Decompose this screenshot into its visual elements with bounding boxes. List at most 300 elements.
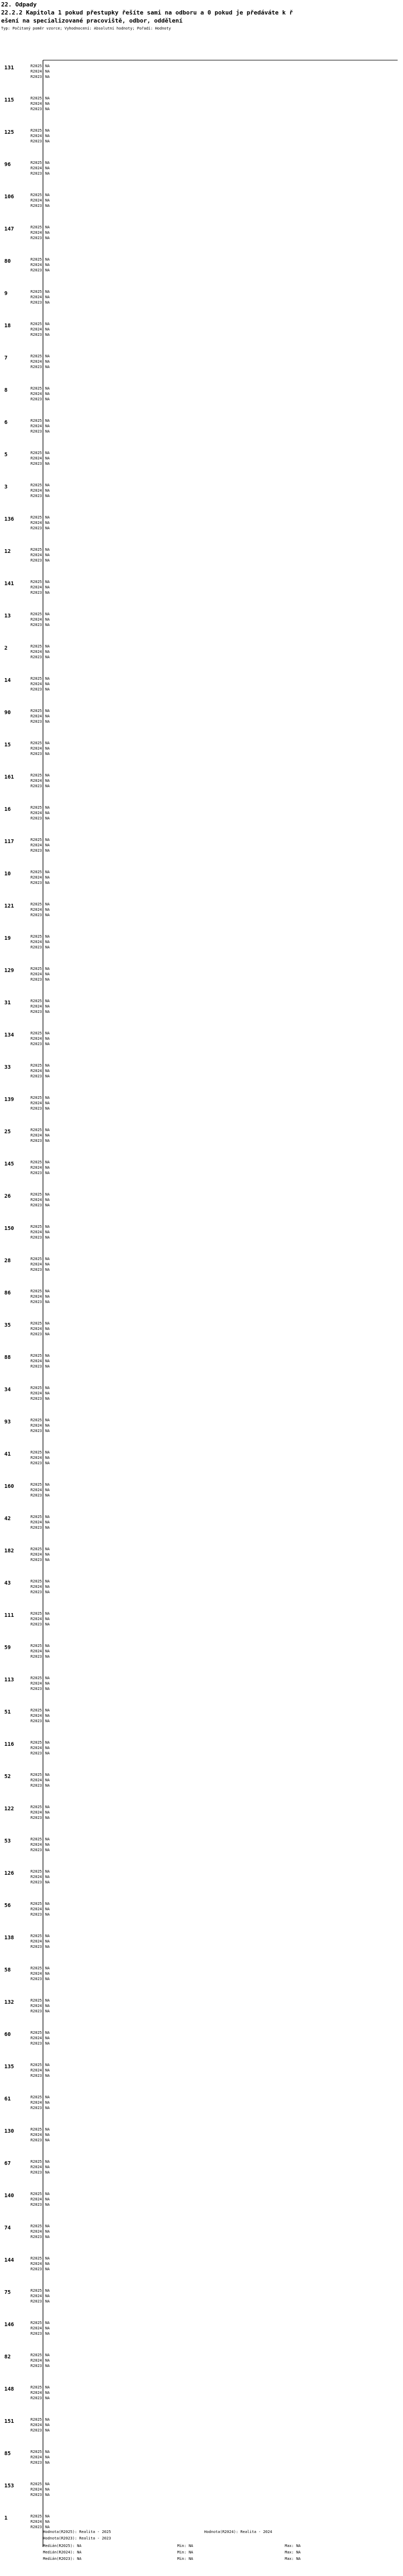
series-row-label: R2024 <box>30 2197 42 2201</box>
bar-value-label: NA <box>45 784 50 788</box>
bar-value-label: NA <box>45 687 50 692</box>
bar-value-label: NA <box>45 1971 50 1976</box>
series-row-label: R2025 <box>30 2417 42 2422</box>
series-row-label: R2024 <box>30 2326 42 2330</box>
bar-value-label: NA <box>45 1289 50 1293</box>
bar-value-label: NA <box>45 1139 50 1143</box>
bar-value-label: NA <box>45 225 50 229</box>
series-row-label: R2024 <box>30 1359 42 1363</box>
series-row-label: R2023 <box>30 1880 42 1884</box>
bar-value-label: NA <box>45 295 50 299</box>
category-label: 129 <box>4 968 15 974</box>
series-row-label: R2023 <box>30 1945 42 1949</box>
series-row-label: R2025 <box>30 2450 42 2454</box>
series-row-label: R2023 <box>30 2009 42 2013</box>
category-label: 7 <box>4 355 8 361</box>
bar-value-label: NA <box>45 1461 50 1465</box>
series-row-label: R2025 <box>30 967 42 971</box>
bar-value-label: NA <box>45 1262 50 1267</box>
series-row-label: R2025 <box>30 580 42 584</box>
series-row-label: R2024 <box>30 1165 42 1170</box>
series-row-label: R2024 <box>30 424 42 428</box>
bar-value-label: NA <box>45 1332 50 1336</box>
bar-value-label: NA <box>45 650 50 654</box>
bar-value-label: NA <box>45 881 50 885</box>
series-row-label: R2024 <box>30 1198 42 1202</box>
series-row-label: R2023 <box>30 2299 42 2304</box>
bar-value-label: NA <box>45 1456 50 1460</box>
series-row-label: R2023 <box>30 687 42 692</box>
series-row-label: R2023 <box>30 1783 42 1788</box>
bar-value-label: NA <box>45 429 50 434</box>
bar-value-label: NA <box>45 2450 50 2454</box>
bar-value-label: NA <box>45 1171 50 1175</box>
series-row-label: R2024 <box>30 1456 42 1460</box>
series-row-label: R2025 <box>30 612 42 616</box>
series-row-label: R2024 <box>30 714 42 718</box>
bar-value-label: NA <box>45 1622 50 1627</box>
series-row-label: R2025 <box>30 515 42 520</box>
category-label: 2 <box>4 645 8 651</box>
series-row-label: R2023 <box>30 1171 42 1175</box>
series-row-label: R2023 <box>30 236 42 240</box>
bar-value-label: NA <box>45 1364 50 1369</box>
series-row-label: R2023 <box>30 2138 42 2142</box>
bar-value-label: NA <box>45 521 50 525</box>
series-row-label: R2024 <box>30 1327 42 1331</box>
series-row-label: R2024 <box>30 2068 42 2073</box>
bar-value-label: NA <box>45 134 50 138</box>
category-label: 86 <box>4 1290 11 1296</box>
bar-value-label: NA <box>45 1740 50 1745</box>
bar-value-label: NA <box>45 1300 50 1304</box>
series-row-label: R2024 <box>30 2391 42 2395</box>
bar-value-label: NA <box>45 580 50 584</box>
bar-value-label: NA <box>45 161 50 165</box>
page-title: 22. Odpady <box>1 1 37 8</box>
series-row-label: R2025 <box>30 1805 42 1809</box>
series-row-label: R2023 <box>30 945 42 949</box>
bar-value-label: NA <box>45 2385 50 2390</box>
series-row-label: R2023 <box>30 75 42 79</box>
bar-value-label: NA <box>45 838 50 842</box>
series-row-label: R2024 <box>30 617 42 622</box>
series-row-label: R2023 <box>30 2106 42 2110</box>
category-label: 122 <box>4 1806 15 1812</box>
bar-value-label: NA <box>45 1165 50 1170</box>
series-row-label: R2024 <box>30 2455 42 2459</box>
category-label: 85 <box>4 2451 11 2457</box>
bar-value-label: NA <box>45 2165 50 2169</box>
bar-value-label: NA <box>45 1004 50 1009</box>
series-row-label: R2023 <box>30 1912 42 1917</box>
bar-value-label: NA <box>45 257 50 262</box>
bar-value-label: NA <box>45 558 50 563</box>
series-row-label: R2023 <box>30 462 42 466</box>
stat-min-r2025: Min: NA <box>177 2544 193 2548</box>
bar-value-label: NA <box>45 902 50 906</box>
series-row-label: R2023 <box>30 591 42 595</box>
category-label: 34 <box>4 1387 11 1393</box>
category-label: 19 <box>4 936 11 941</box>
bar-value-label: NA <box>45 2095 50 2099</box>
category-label: 132 <box>4 1999 15 2005</box>
series-row-label: R2023 <box>30 1493 42 1498</box>
series-row-label: R2023 <box>30 655 42 659</box>
legend-entry-r2024: Hodnota(R2024): Realita - 2024 <box>204 2530 272 2534</box>
bar-value-label: NA <box>45 1810 50 1815</box>
bar-value-label: NA <box>45 333 50 337</box>
series-row-label: R2025 <box>30 161 42 165</box>
series-row-label: R2024 <box>30 1230 42 1234</box>
series-row-label: R2023 <box>30 2428 42 2433</box>
category-label: 67 <box>4 2161 11 2167</box>
bar-value-label: NA <box>45 2514 50 2519</box>
bar-value-label: NA <box>45 848 50 853</box>
bar-value-label: NA <box>45 526 50 530</box>
series-row-label: R2025 <box>30 709 42 713</box>
bar-value-label: NA <box>45 1063 50 1068</box>
category-label: 33 <box>4 1064 11 1070</box>
series-row-label: R2025 <box>30 999 42 1003</box>
category-label: 121 <box>4 903 15 909</box>
series-row-label: R2023 <box>30 1816 42 1820</box>
series-row-label: R2025 <box>30 1869 42 1874</box>
category-label: 136 <box>4 516 15 522</box>
category-label: 43 <box>4 1580 11 1586</box>
bar-value-label: NA <box>45 236 50 240</box>
series-row-label: R2023 <box>30 1719 42 1723</box>
series-row-label: R2025 <box>30 1676 42 1680</box>
bar-value-label: NA <box>45 451 50 455</box>
bar-value-label: NA <box>45 102 50 106</box>
bar-value-label: NA <box>45 2063 50 2067</box>
category-label: 115 <box>4 97 15 103</box>
series-row-label: R2023 <box>30 1751 42 1755</box>
series-row-label: R2024 <box>30 1585 42 1589</box>
category-label: 60 <box>4 2032 11 2038</box>
series-row-label: R2024 <box>30 1617 42 1621</box>
bar-value-label: NA <box>45 1552 50 1557</box>
bar-value-label: NA <box>45 2455 50 2459</box>
series-row-label: R2024 <box>30 69 42 74</box>
series-row-label: R2023 <box>30 1848 42 1852</box>
bar-value-label: NA <box>45 2358 50 2363</box>
bar-value-label: NA <box>45 1875 50 1879</box>
bar-value-label: NA <box>45 2106 50 2110</box>
bar-value-label: NA <box>45 2289 50 2293</box>
bar-value-label: NA <box>45 1751 50 1755</box>
series-row-label: R2025 <box>30 934 42 939</box>
series-row-label: R2024 <box>30 1778 42 1782</box>
bar-value-label: NA <box>45 2170 50 2175</box>
bar-value-label: NA <box>45 2482 50 2486</box>
bar-value-label: NA <box>45 2262 50 2266</box>
bar-value-label: NA <box>45 1160 50 1164</box>
bar-value-label: NA <box>45 354 50 358</box>
category-label: 151 <box>4 2419 15 2424</box>
series-row-label: R2025 <box>30 1289 42 1293</box>
series-row-label: R2025 <box>30 1225 42 1229</box>
bar-value-label: NA <box>45 779 50 783</box>
category-label: 3 <box>4 484 8 490</box>
series-row-label: R2023 <box>30 784 42 788</box>
series-row-label: R2023 <box>30 1429 42 1433</box>
bar-value-label: NA <box>45 1225 50 1229</box>
series-row-label: R2024 <box>30 2487 42 2492</box>
series-row-label: R2024 <box>30 327 42 332</box>
series-row-label: R2023 <box>30 1074 42 1078</box>
series-row-label: R2024 <box>30 1746 42 1750</box>
bar-value-label: NA <box>45 2332 50 2336</box>
series-row-label: R2024 <box>30 359 42 364</box>
bar-value-label: NA <box>45 488 50 493</box>
category-label: 148 <box>4 2386 15 2392</box>
series-row-label: R2025 <box>30 902 42 906</box>
bar-value-label: NA <box>45 193 50 197</box>
series-row-label: R2023 <box>30 300 42 305</box>
bar-value-label: NA <box>45 300 50 305</box>
bar-value-label: NA <box>45 2041 50 2046</box>
category-label: 51 <box>4 1709 11 1715</box>
bar-value-label: NA <box>45 875 50 880</box>
bar-value-label: NA <box>45 2364 50 2368</box>
bar-value-label: NA <box>45 2192 50 2196</box>
category-label: 31 <box>4 1000 11 1006</box>
bar-value-label: NA <box>45 494 50 498</box>
series-row-label: R2025 <box>30 2256 42 2261</box>
series-row-label: R2025 <box>30 128 42 133</box>
series-row-label: R2024 <box>30 1552 42 1557</box>
stat-median-r2025: Medián(R2025): NA <box>43 2544 82 2548</box>
series-row-label: R2023 <box>30 1139 42 1143</box>
bar-value-label: NA <box>45 1617 50 1621</box>
bar-value-label: NA <box>45 843 50 847</box>
category-label: 9 <box>4 291 8 297</box>
series-row-label: R2023 <box>30 913 42 917</box>
series-row-label: R2024 <box>30 102 42 106</box>
bar-value-label: NA <box>45 585 50 589</box>
bar-value-label: NA <box>45 1037 50 1041</box>
bar-value-label: NA <box>45 2160 50 2164</box>
series-row-label: R2024 <box>30 940 42 944</box>
bar-value-label: NA <box>45 719 50 724</box>
series-row-label: R2024 <box>30 746 42 751</box>
category-label: 35 <box>4 1322 11 1328</box>
bar-value-label: NA <box>45 2321 50 2325</box>
series-row-label: R2024 <box>30 1488 42 1492</box>
series-row-label: R2025 <box>30 483 42 487</box>
series-row-label: R2025 <box>30 2063 42 2067</box>
series-row-label: R2025 <box>30 1579 42 1584</box>
bar-value-label: NA <box>45 1074 50 1078</box>
bar-value-label: NA <box>45 1714 50 1718</box>
bar-value-label: NA <box>45 2525 50 2529</box>
series-row-label: R2024 <box>30 682 42 686</box>
stat-max-r2023: Max: NA <box>285 2557 301 2561</box>
category-label: 131 <box>4 65 15 71</box>
series-row-label: R2024 <box>30 198 42 203</box>
series-row-label: R2023 <box>30 171 42 176</box>
bar-value-label: NA <box>45 1939 50 1944</box>
bar-value-label: NA <box>45 327 50 332</box>
bar-value-label: NA <box>45 1488 50 1492</box>
series-row-label: R2023 <box>30 848 42 853</box>
legend-entry-r2023: Hodnota(R2023): Realita - 2023 <box>43 2536 111 2541</box>
series-row-label: R2024 <box>30 2004 42 2008</box>
bar-value-label: NA <box>45 1869 50 1874</box>
series-row-label: R2025 <box>30 1096 42 1100</box>
bar-value-label: NA <box>45 1096 50 1100</box>
bar-value-label: NA <box>45 2520 50 2524</box>
bar-value-label: NA <box>45 1843 50 1847</box>
bar-value-label: NA <box>45 2068 50 2073</box>
bar-value-label: NA <box>45 386 50 391</box>
series-row-label: R2023 <box>30 2493 42 2497</box>
category-label: 74 <box>4 2225 11 2231</box>
series-row-label: R2023 <box>30 2235 42 2239</box>
series-row-label: R2023 <box>30 1300 42 1304</box>
bar-value-label: NA <box>45 1294 50 1299</box>
category-label: 59 <box>4 1645 11 1651</box>
series-row-label: R2025 <box>30 1966 42 1970</box>
series-row-label: R2024 <box>30 456 42 460</box>
bar-value-label: NA <box>45 397 50 401</box>
series-row-label: R2025 <box>30 354 42 358</box>
series-row-label: R2023 <box>30 623 42 627</box>
series-row-label: R2023 <box>30 2332 42 2336</box>
series-row-label: R2025 <box>30 2385 42 2390</box>
category-label: 144 <box>4 2257 15 2263</box>
series-row-label: R2025 <box>30 1740 42 1745</box>
bar-value-label: NA <box>45 231 50 235</box>
series-row-label: R2025 <box>30 1934 42 1938</box>
bar-value-label: NA <box>45 746 50 751</box>
bar-value-label: NA <box>45 128 50 133</box>
bar-value-label: NA <box>45 934 50 939</box>
category-label: 135 <box>4 2064 15 2070</box>
bar-value-label: NA <box>45 2423 50 2427</box>
series-row-label: R2023 <box>30 139 42 143</box>
category-label: 42 <box>4 1516 11 1522</box>
bar-value-label: NA <box>45 2229 50 2234</box>
series-row-label: R2024 <box>30 2262 42 2266</box>
series-row-label: R2023 <box>30 429 42 434</box>
series-row-label: R2023 <box>30 204 42 208</box>
category-label: 16 <box>4 807 11 812</box>
bar-value-label: NA <box>45 2004 50 2008</box>
series-row-label: R2025 <box>30 322 42 326</box>
bar-value-label: NA <box>45 1907 50 1911</box>
bar-value-label: NA <box>45 1966 50 1970</box>
category-label: 14 <box>4 678 11 683</box>
series-row-label: R2025 <box>30 1160 42 1164</box>
bar-value-label: NA <box>45 1192 50 1197</box>
bar-value-label: NA <box>45 1198 50 1202</box>
series-row-label: R2024 <box>30 166 42 170</box>
series-row-label: R2025 <box>30 2289 42 2293</box>
series-row-label: R2024 <box>30 2229 42 2234</box>
series-row-label: R2023 <box>30 2396 42 2400</box>
series-row-label: R2025 <box>30 1773 42 1777</box>
bar-value-label: NA <box>45 1418 50 1422</box>
series-row-label: R2023 <box>30 2170 42 2175</box>
series-row-label: R2023 <box>30 1461 42 1465</box>
series-row-label: R2023 <box>30 1526 42 1530</box>
bar-value-label: NA <box>45 967 50 971</box>
stat-min-r2023: Min: NA <box>177 2557 193 2561</box>
bar-value-label: NA <box>45 1483 50 1487</box>
series-row-label: R2024 <box>30 1262 42 1267</box>
category-label: 140 <box>4 2193 15 2199</box>
series-row-label: R2024 <box>30 295 42 299</box>
series-row-label: R2024 <box>30 488 42 493</box>
category-label: 138 <box>4 1935 15 1941</box>
bar-value-label: NA <box>45 290 50 294</box>
category-label: 160 <box>4 1484 15 1490</box>
category-label: 52 <box>4 1774 11 1780</box>
series-row-label: R2025 <box>30 2031 42 2035</box>
chart-subtitle-line2: ešení na specializované pracoviště, odbor, oddělení <box>1 17 183 24</box>
series-row-label: R2025 <box>30 1257 42 1261</box>
category-label: 90 <box>4 710 11 716</box>
series-row-label: R2025 <box>30 64 42 68</box>
stat-median-r2023: Medián(R2023): NA <box>43 2557 82 2561</box>
series-row-label: R2024 <box>30 2358 42 2363</box>
series-row-label: R2024 <box>30 134 42 138</box>
bar-value-label: NA <box>45 1708 50 1712</box>
series-row-label: R2023 <box>30 977 42 982</box>
bar-value-label: NA <box>45 1327 50 1331</box>
series-row-label: R2024 <box>30 843 42 847</box>
series-row-label: R2024 <box>30 1810 42 1815</box>
bar-value-label: NA <box>45 1526 50 1530</box>
bar-value-label: NA <box>45 1101 50 1105</box>
bar-value-label: NA <box>45 1945 50 1949</box>
series-row-label: R2024 <box>30 779 42 783</box>
bar-value-label: NA <box>45 1611 50 1616</box>
bar-value-label: NA <box>45 64 50 68</box>
series-row-label: R2023 <box>30 2460 42 2465</box>
series-row-label: R2025 <box>30 2160 42 2164</box>
category-label: 6 <box>4 420 8 426</box>
bar-value-label: NA <box>45 1687 50 1691</box>
bar-value-label: NA <box>45 1450 50 1455</box>
bar-value-label: NA <box>45 870 50 874</box>
bar-value-label: NA <box>45 1719 50 1723</box>
series-row-label: R2023 <box>30 107 42 111</box>
bar-value-label: NA <box>45 263 50 267</box>
bar-value-label: NA <box>45 456 50 460</box>
series-row-label: R2023 <box>30 1622 42 1627</box>
legend-entry-r2025: Hodnota(R2025): Realita - 2025 <box>43 2530 111 2534</box>
bar-value-label: NA <box>45 1837 50 1841</box>
category-label: 80 <box>4 258 11 264</box>
series-row-label: R2025 <box>30 1547 42 1551</box>
category-label: 15 <box>4 742 11 748</box>
category-label: 28 <box>4 1258 11 1264</box>
series-row-label: R2025 <box>30 1902 42 1906</box>
series-row-label: R2025 <box>30 2353 42 2357</box>
series-row-label: R2025 <box>30 386 42 391</box>
bar-value-label: NA <box>45 2203 50 2207</box>
bar-value-label: NA <box>45 709 50 713</box>
series-row-label: R2025 <box>30 1708 42 1712</box>
series-row-label: R2023 <box>30 2525 42 2529</box>
bar-value-label: NA <box>45 2224 50 2228</box>
series-row-label: R2024 <box>30 231 42 235</box>
bar-value-label: NA <box>45 1354 50 1358</box>
